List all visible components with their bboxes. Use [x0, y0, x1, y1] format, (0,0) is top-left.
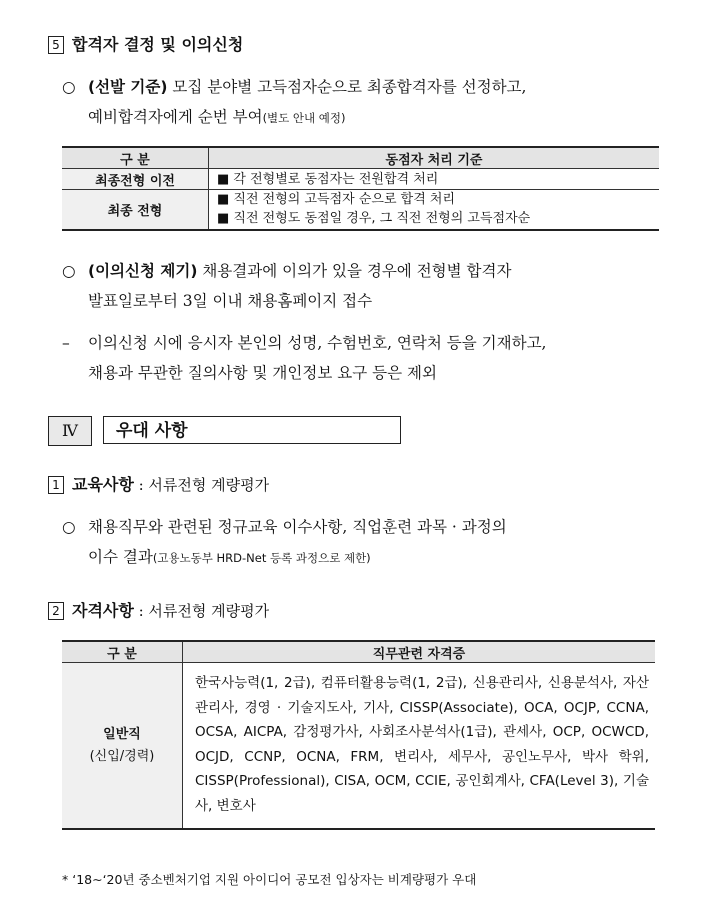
appeal-text2: 발표일로부터 3일 이내 채용홈페이지 접수 — [88, 292, 373, 310]
table-row-label — [62, 663, 183, 830]
table-row-label: 최종전형 이전 — [62, 169, 209, 190]
appeal-line1 — [62, 258, 511, 284]
bullet-circle: ○ — [62, 78, 76, 96]
table-row-content — [209, 190, 660, 230]
bullet-circle: ○ — [62, 262, 76, 280]
job-type-label: 일반직 — [103, 726, 141, 742]
table-header-certs: 직무관련 자격증 — [183, 641, 656, 663]
cert-number: 2 — [48, 602, 64, 620]
appeal-line2 — [88, 288, 372, 314]
table-header-criteria: 동점자 처리 기준 — [209, 147, 660, 169]
appeal-note-line2 — [88, 360, 437, 386]
appeal-note-line1 — [62, 330, 546, 356]
edu-line2 — [88, 544, 371, 571]
cert-heading — [48, 598, 269, 621]
section5-heading — [48, 32, 243, 55]
criteria-item: ■ 직전 전형의 고득점자 순으로 합격 처리 — [217, 192, 456, 208]
table-header-row — [62, 147, 659, 169]
selection-text1: 모집 분야별 고득점자순으로 최종합격자를 선정하고, — [167, 78, 527, 96]
cert-subtitle: : 서류전형 계량평가 — [133, 602, 270, 620]
edu-title: 교육사항 — [72, 475, 134, 494]
table-row-content — [209, 169, 660, 190]
edu-text1: 채용직무와 관련된 정규교육 이수사항, 직업훈련 과목 · 과정의 — [88, 518, 507, 536]
cert-table — [62, 640, 655, 830]
section5-number: 5 — [48, 36, 64, 54]
table-header-row — [62, 641, 655, 663]
tiebreak-table — [62, 146, 659, 231]
section4-roman-numeral: Ⅳ — [48, 416, 92, 446]
table-header-category: 구 분 — [62, 147, 209, 169]
edu-subtitle: : 서류전형 계량평가 — [133, 476, 270, 494]
table-row — [62, 169, 659, 190]
footnote: * ‘18∼‘20년 중소벤처기업 지원 아이디어 공모전 입상자는 비계량평가 우대 — [62, 872, 477, 887]
table-row — [62, 190, 659, 230]
edu-line1 — [62, 514, 507, 540]
edu-heading — [48, 472, 269, 495]
table-row — [62, 663, 655, 830]
job-type-sublabel: (신입/경력) — [89, 748, 155, 764]
appeal-label: (이의신청 제기) — [88, 262, 198, 280]
bullet-circle: ○ — [62, 518, 76, 536]
appeal-text1: 채용결과에 이의가 있을 경우에 전형별 합격자 — [197, 262, 512, 280]
bullet-dash: – — [62, 334, 70, 352]
edu-text2: 이수 결과 — [88, 548, 153, 566]
appeal-note-text1: 이의신청 시에 응시자 본인의 성명, 수험번호, 연락처 등을 기재하고, — [88, 334, 547, 352]
cert-title: 자격사항 — [72, 601, 134, 620]
selection-text2: 예비합격자에게 순번 부여 — [88, 108, 263, 126]
section4-title: 우대 사항 — [103, 416, 401, 444]
selection-line1 — [62, 74, 526, 100]
cert-list: 한국사능력(1, 2급), 컴퓨터활용능력(1, 2급), 신용관리사, 신용분석사, 자산관리사, 경영 · 기술지도사, 기사, CISSP(Associate), OCA, OCJP, CCNA, OCSA, AICPA, 감정평가사, 사회조사분석사(1급), 관세사, OCP, OCWCD, OCJD, CCNP, OCNA, FRM, 변리사, 세무사, 공인노무사, 박사 학위, CISSP(Professional), CISA, OCM, CCIE, 공인회계사, CFA(Level 3), 기술사, 변호사 — [183, 663, 656, 830]
table-row-label: 최종 전형 — [62, 190, 209, 230]
edu-note: (고용노동부 HRD-Net 등록 과정으로 제한) — [152, 551, 371, 565]
edu-number: 1 — [48, 476, 64, 494]
selection-note: (별도 안내 예정) — [262, 111, 346, 125]
table-header-category: 구 분 — [62, 641, 183, 663]
selection-line2 — [88, 104, 346, 131]
appeal-note-text2: 채용과 무관한 질의사항 및 개인정보 요구 등은 제외 — [88, 364, 437, 382]
criteria-item: ■ 직전 전형도 동점일 경우, 그 직전 전형의 고득점자순 — [217, 211, 531, 227]
selection-label: (선발 기준) — [88, 78, 168, 96]
section5-title: 합격자 결정 및 이의신청 — [72, 35, 244, 54]
criteria-item: ■ 각 전형별로 동점자는 전원합격 처리 — [217, 171, 439, 187]
